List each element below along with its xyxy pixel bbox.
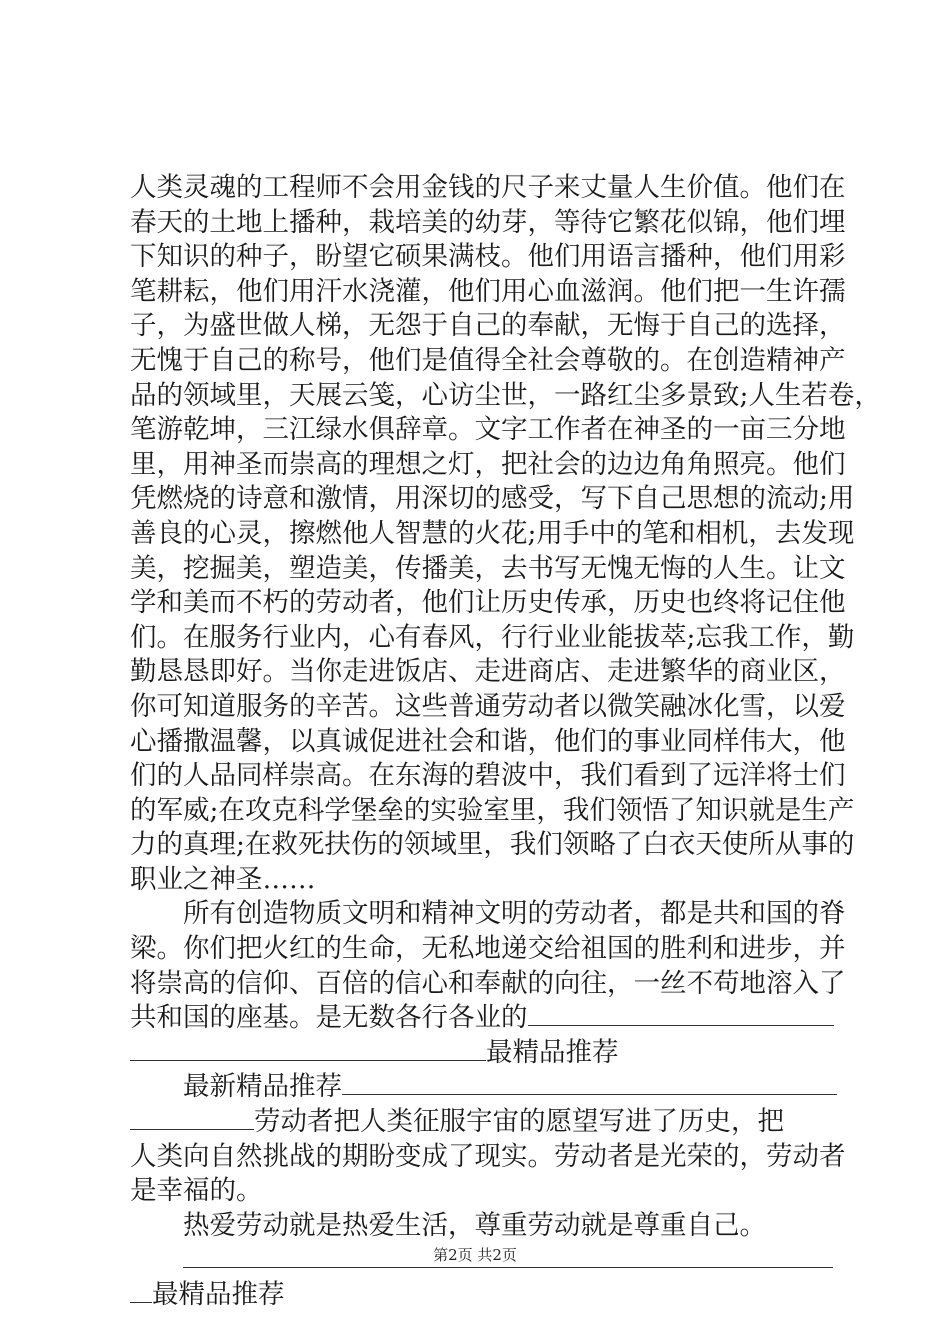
recommend-label: 最新精品推荐 bbox=[183, 1071, 342, 1103]
text-line bbox=[130, 1070, 840, 1105]
document-body bbox=[130, 171, 881, 1313]
text-line: 将崇高的信仰、百倍的信心和奉献的向往，一丝不苟地溶入了 bbox=[130, 967, 846, 999]
text-line bbox=[130, 1001, 840, 1036]
text-line: 笔游乾坤，三江绿水俱辞章。文字工作者在神圣的一亩三分地 bbox=[130, 414, 846, 446]
text-line: 是幸福的。 bbox=[130, 1175, 263, 1207]
text-line: 品的领域里，天展云笺，心访尘世，一路红尘多景致;人生若卷， bbox=[130, 379, 881, 411]
fill-blank bbox=[528, 1003, 834, 1026]
text-line: 心播撒温馨，以真诚促进社会和谐，他们的事业同样伟大，他 bbox=[130, 725, 846, 757]
text-line: 们的人品同样崇高。在东海的碧波中，我们看到了远洋将士们 bbox=[130, 760, 846, 792]
text-segment: 共和国的座基。是无数各行各业的 bbox=[130, 1002, 528, 1034]
text-line: 力的真理;在救死扶伤的领域里，我们领略了白衣天使所从事的 bbox=[130, 829, 855, 861]
text-line: 勤恳恳即好。当你走进饭店、走进商店、走进繁华的商业区， bbox=[130, 656, 846, 688]
text-line: 笔耕耘，他们用汗水浇灌，他们用心血滋润。他们把一生许孺 bbox=[130, 275, 846, 307]
text-line: 热爱劳动就是热爱生活，尊重劳动就是尊重自己。 bbox=[183, 1209, 766, 1241]
text-line: 凭燃烧的诗意和激情，用深切的感受，写下自己思想的流动;用 bbox=[130, 483, 855, 515]
text-line: 的军威;在攻克科学堡垒的实验室里，我们领悟了知识就是生产 bbox=[130, 794, 855, 826]
fill-blank bbox=[342, 1072, 837, 1095]
text-line: 学和美而不朽的劳动者，他们让历史传承，历史也终将记住他 bbox=[130, 587, 846, 619]
text-line: 美，挖掘美，塑造美，传播美，去书写无愧无悔的人生。让文 bbox=[130, 552, 846, 584]
text-line: 春天的土地上播种，栽培美的幼芽，等待它繁花似锦，他们埋 bbox=[130, 206, 846, 238]
text-line: 梁。你们把火红的生命，无私地递交给祖国的胜利和进步，并 bbox=[130, 933, 846, 965]
text-line: 善良的心灵，擦燃他人智慧的火花;用手中的笔和相机，去发现 bbox=[130, 517, 855, 549]
text-line: 里，用神圣而崇高的理想之灯，把社会的边边角角照亮。他们 bbox=[130, 448, 846, 480]
text-line: 人类灵魂的工程师不会用金钱的尺子来丈量人生价值。他们在 bbox=[130, 172, 846, 203]
recommend-label: 最精品推荐 bbox=[152, 1279, 285, 1310]
text-line: 子，为盛世做人梯，无怨于自己的奉献，无悔于自己的选择， bbox=[130, 310, 846, 342]
page-footer: 第2页 共2页 bbox=[433, 1246, 517, 1264]
fill-blank bbox=[130, 1280, 152, 1303]
text-line: 无愧于自己的称号，他们是值得全社会尊敬的。在创造精神产 bbox=[130, 344, 846, 376]
text-line: 们。在服务行业内，心有春风，行行业业能拔萃;忘我工作，勤 bbox=[130, 621, 855, 653]
recommend-label: 最精品推荐 bbox=[486, 1036, 619, 1068]
text-line bbox=[130, 1278, 840, 1313]
fill-blank bbox=[130, 1038, 486, 1061]
text-line: 职业之神圣…… bbox=[130, 863, 316, 895]
text-segment: 劳动者把人类征服宇宙的愿望写进了历史，把 bbox=[254, 1106, 784, 1138]
fill-blank bbox=[130, 1107, 254, 1130]
text-line: 你可知道服务的辛苦。这些普通劳动者以微笑融冰化雪，以爱 bbox=[130, 690, 846, 722]
text-line: 下知识的种子，盼望它硕果满枝。他们用语言播种，他们用彩 bbox=[130, 241, 846, 273]
text-line bbox=[130, 1105, 840, 1140]
text-line: 所有创造物质文明和精神文明的劳动者，都是共和国的脊 bbox=[183, 898, 846, 930]
text-line bbox=[130, 1036, 840, 1071]
text-line: 人类向自然挑战的期盼变成了现实。劳动者是光荣的，劳动者 bbox=[130, 1140, 846, 1172]
